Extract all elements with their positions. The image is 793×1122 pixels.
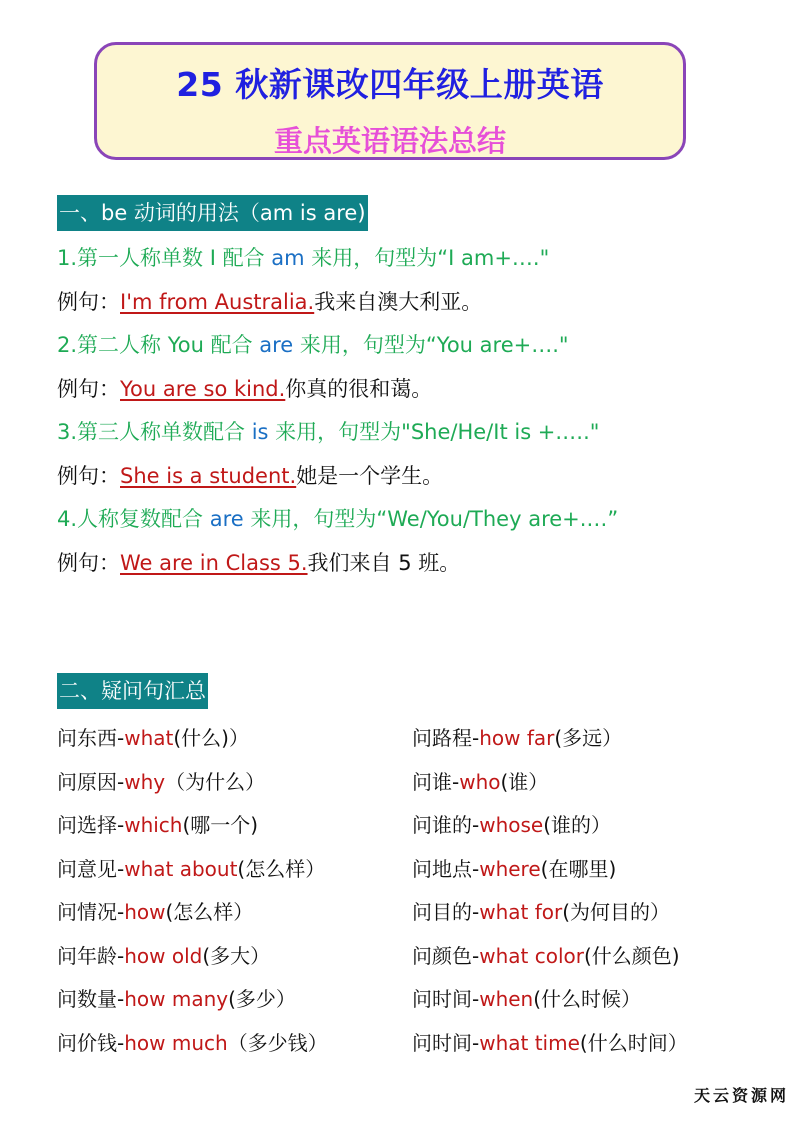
question-item (412, 1028, 688, 1058)
rule-text: 3.第三人称单数配合 (57, 420, 252, 444)
question-word: how far (479, 726, 555, 750)
example-line-4 (57, 548, 460, 578)
question-zh: 问时间- (412, 987, 480, 1011)
question-zh: 问时间- (412, 1031, 480, 1055)
question-note: (什么时间） (579, 1031, 688, 1055)
question-note: (多远） (554, 726, 623, 750)
rule-text: 2.第二人称 You 配合 (57, 333, 260, 357)
question-zh: 问目的- (412, 900, 480, 924)
question-note: (怎么样） (237, 857, 326, 881)
question-item (57, 723, 249, 753)
question-zh: 问谁- (412, 770, 460, 794)
example-english: She is a student. (120, 464, 297, 488)
question-item (57, 767, 265, 797)
question-item (57, 854, 325, 884)
question-note: (多大） (202, 944, 271, 968)
rule-line-4 (57, 504, 618, 534)
rule-line-2 (57, 330, 569, 360)
question-item (412, 810, 611, 840)
title-box (94, 42, 686, 160)
question-item (412, 854, 616, 884)
question-note: (谁的） (543, 813, 612, 837)
example-chinese: 我来自澳大利亚。 (314, 290, 483, 314)
example-label: 例句： (57, 377, 120, 401)
rule-text: 来用，句型为“You are+…." (293, 333, 569, 357)
rule-keyword: am (271, 246, 305, 270)
example-english: You are so kind. (120, 377, 286, 401)
example-chinese: 我们来自 5 班。 (307, 551, 461, 575)
rule-line-3 (57, 417, 599, 447)
question-zh: 问选择- (57, 813, 125, 837)
question-zh: 问颜色- (412, 944, 480, 968)
question-word: whose (479, 813, 544, 837)
question-note: （多少钱） (227, 1031, 328, 1055)
rule-text: 4.人称复数配合 (57, 507, 210, 531)
example-english: We are in Class 5. (120, 551, 308, 575)
rule-text: 来用，句型为"She/He/It is +.…." (268, 420, 600, 444)
question-zh: 问路程- (412, 726, 480, 750)
question-note: (谁） (500, 770, 549, 794)
question-word: which (124, 813, 183, 837)
question-zh: 问意见- (57, 857, 125, 881)
page-subtitle: 重点英语语法总结 (273, 124, 506, 158)
question-item (57, 941, 270, 971)
page-title: 25 秋新课改四年级上册英语 (176, 65, 604, 104)
example-line-3 (57, 461, 443, 491)
question-zh: 问东西- (57, 726, 125, 750)
question-item (412, 941, 680, 971)
section-heading-be-verbs: 一、be 动词的用法（am is are) (57, 195, 368, 231)
question-word: how many (124, 987, 229, 1011)
question-note: (哪一个) (182, 813, 259, 837)
rule-text: 来用，句型为“We/You/They are+.…” (243, 507, 619, 531)
question-note: (多少） (228, 987, 296, 1011)
example-label: 例句： (57, 551, 120, 575)
question-word: what about (124, 857, 238, 881)
question-word: how (124, 900, 166, 924)
question-item (412, 767, 548, 797)
question-note: （为什么） (165, 770, 266, 794)
rule-keyword: is (251, 420, 269, 444)
rule-keyword: are (209, 507, 244, 531)
question-note: (为何目的） (562, 900, 671, 924)
rule-text: 1.第一人称单数 I 配合 (57, 246, 272, 270)
question-zh: 问情况- (57, 900, 125, 924)
question-note: (什么)） (173, 726, 249, 750)
question-word: when (479, 987, 534, 1011)
watermark: 天云资源网 (693, 1086, 789, 1105)
example-line-1 (57, 287, 482, 317)
example-label: 例句： (57, 464, 120, 488)
question-word: how old (124, 944, 203, 968)
question-word: where (479, 857, 541, 881)
example-line-2 (57, 374, 432, 404)
question-zh: 问数量- (57, 987, 125, 1011)
question-word: what color (479, 944, 584, 968)
question-item (57, 897, 253, 927)
rule-text: 来用，句型为“I am+…." (304, 246, 550, 270)
question-zh: 问年龄- (57, 944, 125, 968)
question-zh: 问地点- (412, 857, 480, 881)
example-label: 例句： (57, 290, 120, 314)
question-zh: 问谁的- (412, 813, 480, 837)
example-english: I'm from Australia. (120, 290, 315, 314)
rule-keyword: are (259, 333, 294, 357)
example-chinese: 她是一个学生。 (296, 464, 444, 488)
question-note: (什么时候） (533, 987, 642, 1011)
question-note: (怎么样） (165, 900, 254, 924)
question-item (57, 810, 258, 840)
question-word: who (459, 770, 501, 794)
question-item (57, 984, 296, 1014)
question-word: what for (479, 900, 563, 924)
question-note: (在哪里) (540, 857, 617, 881)
question-word: why (124, 770, 166, 794)
rule-line-1 (57, 243, 549, 273)
question-item (412, 723, 622, 753)
question-item (57, 1028, 328, 1058)
question-word: what (124, 726, 174, 750)
question-word: how much (124, 1031, 228, 1055)
section-heading-questions: 二、疑问句汇总 (57, 673, 208, 709)
example-chinese: 你真的很和蔼。 (285, 377, 433, 401)
question-item (412, 897, 670, 927)
question-zh: 问价钱- (57, 1031, 125, 1055)
question-note: (什么颜色) (583, 944, 680, 968)
question-zh: 问原因- (57, 770, 125, 794)
question-item (412, 984, 641, 1014)
question-word: what time (479, 1031, 580, 1055)
